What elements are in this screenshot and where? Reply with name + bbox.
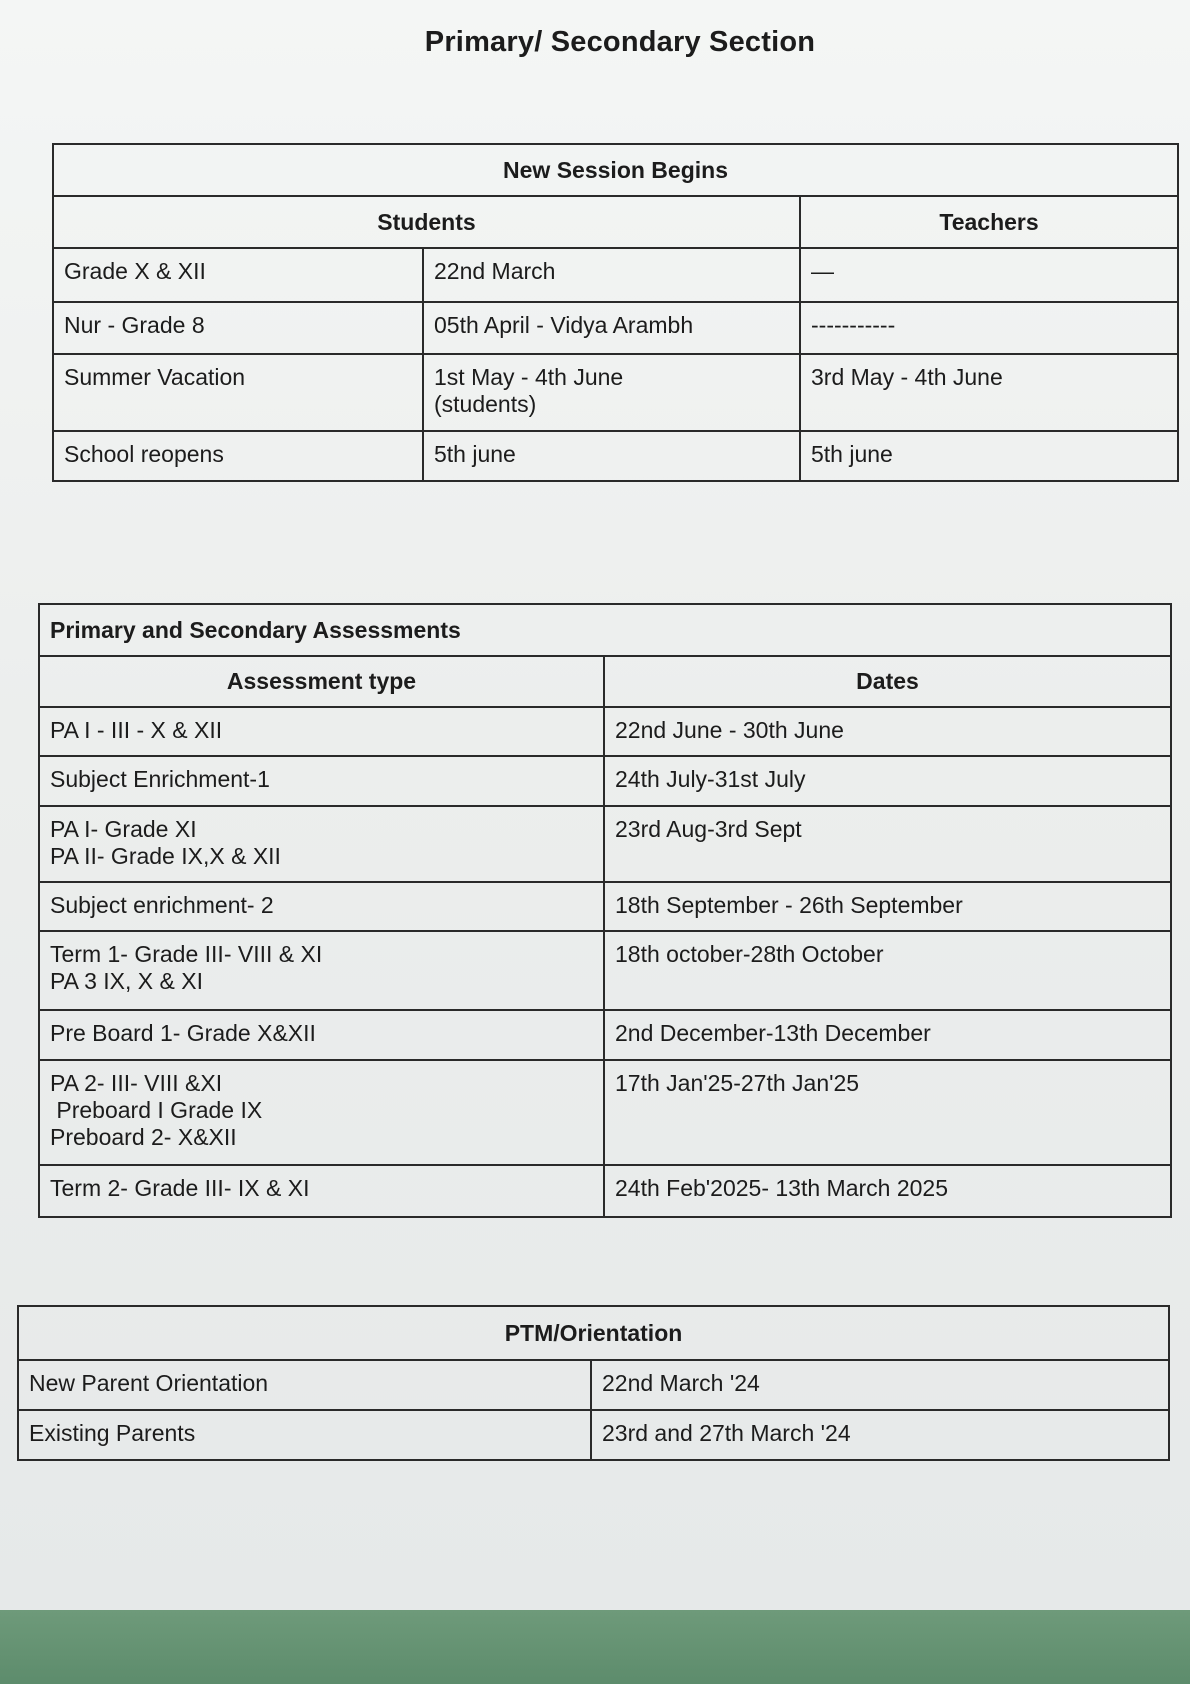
assessment-type-line: Preboard I Grade IX <box>50 1097 263 1123</box>
assessment-dates: 18th october-28th October <box>604 931 1171 1010</box>
page-title: Primary/ Secondary Section <box>424 26 816 58</box>
assessments-table <box>38 603 1172 1218</box>
row-label: Summer Vacation <box>53 354 423 431</box>
table-row <box>53 354 1178 431</box>
assessment-type-line: Subject enrichment- 2 <box>50 892 274 918</box>
table-row <box>39 882 1171 931</box>
assessment-dates: 2nd December-13th December <box>604 1010 1171 1060</box>
background-surface <box>0 1610 1190 1684</box>
assessment-type <box>39 707 604 756</box>
students-date: 5th june <box>423 431 800 481</box>
table-row <box>53 248 1178 302</box>
assessment-dates: 18th September - 26th September <box>604 882 1171 931</box>
new-session-heading: New Session Begins <box>53 144 1178 196</box>
assessment-type <box>39 1060 604 1165</box>
students-date: 05th April - Vidya Arambh <box>423 302 800 354</box>
assessment-type <box>39 882 604 931</box>
assessment-type-header: Assessment type <box>39 656 604 707</box>
assessment-type-line: PA II- Grade IX,X & XII <box>50 843 281 869</box>
table-row <box>39 707 1171 756</box>
assessment-type <box>39 931 604 1010</box>
ptm-orientation-table <box>17 1305 1170 1461</box>
table-row <box>53 302 1178 354</box>
students-date-line: 1st May - 4th June <box>434 364 624 390</box>
assessment-dates: 17th Jan'25-27th Jan'25 <box>604 1060 1171 1165</box>
table-row <box>39 1165 1171 1217</box>
assessment-type <box>39 1165 604 1217</box>
ptm-heading: PTM/Orientation <box>18 1306 1169 1360</box>
table-row <box>18 1410 1169 1460</box>
assessment-dates: 24th Feb'2025- 13th March 2025 <box>604 1165 1171 1217</box>
assessment-type <box>39 806 604 882</box>
table-row <box>18 1360 1169 1410</box>
assessment-type-line: Pre Board 1- Grade X&XII <box>50 1020 316 1046</box>
assessment-type <box>39 756 604 806</box>
teachers-header: Teachers <box>800 196 1178 248</box>
table-row <box>39 1010 1171 1060</box>
table-row <box>39 931 1171 1010</box>
students-note: (students) <box>434 391 537 417</box>
row-label: Nur - Grade 8 <box>53 302 423 354</box>
assessment-type-line: PA I - III - X & XII <box>50 717 223 743</box>
assessments-heading: Primary and Secondary Assessments <box>39 604 1171 656</box>
assessment-type <box>39 1010 604 1060</box>
assessment-dates: 23rd Aug-3rd Sept <box>604 806 1171 882</box>
assessment-type-line: Term 1- Grade III- VIII & XI <box>50 941 323 967</box>
assessment-type-line: Subject Enrichment-1 <box>50 766 270 792</box>
students-date: 22nd March <box>423 248 800 302</box>
students-header: Students <box>53 196 800 248</box>
table-row <box>39 806 1171 882</box>
assessment-type-line: Preboard 2- X&XII <box>50 1124 237 1150</box>
ptm-date: 23rd and 27th March '24 <box>591 1410 1169 1460</box>
table-row <box>39 1060 1171 1165</box>
assessment-dates: 24th July-31st July <box>604 756 1171 806</box>
teachers-date: 5th june <box>800 431 1178 481</box>
teachers-date: ----------- <box>800 302 1178 354</box>
ptm-date: 22nd March '24 <box>591 1360 1169 1410</box>
new-session-table <box>52 143 1179 482</box>
teachers-date: 3rd May - 4th June <box>800 354 1178 431</box>
teachers-date: — <box>800 248 1178 302</box>
table-row <box>53 431 1178 481</box>
table-row <box>39 756 1171 806</box>
assessment-type-line: PA I- Grade XI <box>50 816 197 842</box>
ptm-label: New Parent Orientation <box>18 1360 591 1410</box>
row-label: School reopens <box>53 431 423 481</box>
dates-header: Dates <box>604 656 1171 707</box>
assessment-type-line: Term 2- Grade III- IX & XI <box>50 1175 310 1201</box>
students-date <box>423 354 800 431</box>
ptm-label: Existing Parents <box>18 1410 591 1460</box>
assessment-dates: 22nd June - 30th June <box>604 707 1171 756</box>
assessment-type-line: PA 3 IX, X & XI <box>50 968 203 994</box>
row-label: Grade X & XII <box>53 248 423 302</box>
assessment-type-line: PA 2- III- VIII &XI <box>50 1070 223 1096</box>
